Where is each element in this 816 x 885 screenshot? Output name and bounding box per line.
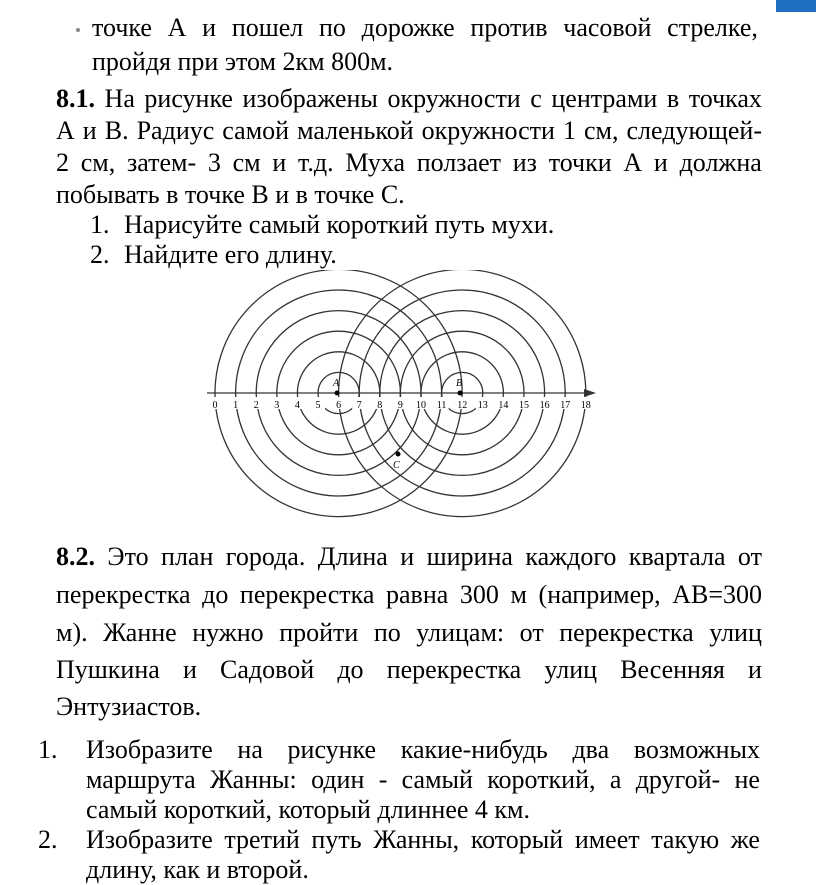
tick-label: 12: [457, 400, 468, 411]
label-b: B: [456, 378, 463, 389]
word: см,: [80, 148, 116, 177]
word: м: [510, 580, 527, 609]
word: а: [609, 765, 622, 794]
word: Весенняя: [620, 655, 725, 684]
label-c: C: [393, 460, 400, 471]
word: от: [737, 542, 762, 571]
bullet-dot: [76, 28, 80, 32]
word: 3: [207, 148, 221, 177]
task82-line-4: [56, 655, 762, 685]
task82-item-1-line-2: [86, 765, 760, 795]
top-line-2: пройдя при этом 2км 800м.: [92, 47, 394, 76]
task81-item-2-number: 2.: [90, 240, 110, 269]
word: который: [470, 825, 564, 854]
point-a-dot: [335, 391, 340, 396]
word: 2: [56, 148, 69, 177]
word: окружности: [421, 116, 555, 145]
word: маленькой: [297, 116, 414, 145]
word: центрами: [551, 84, 658, 113]
word: и: [82, 116, 97, 145]
word: А: [623, 148, 643, 177]
word: затем-: [126, 148, 197, 177]
word: в: [666, 84, 680, 113]
task82-item-1-line-1: [86, 735, 760, 765]
tick-label: 8: [377, 400, 383, 411]
word: другой-: [635, 765, 721, 794]
task81-item-1: Нарисуйте самый короткий путь мухи.: [124, 210, 555, 239]
word: А: [56, 116, 75, 145]
word: такую: [651, 825, 720, 854]
word: Длина: [317, 542, 388, 571]
word: -: [378, 765, 388, 794]
task81-line-3: [56, 148, 762, 178]
word: Жанны:: [210, 765, 297, 794]
tick-label: 14: [498, 400, 509, 411]
word: окружности: [387, 84, 521, 113]
word: каждого: [525, 542, 617, 571]
word: самой: [222, 116, 290, 145]
word: Муха: [345, 148, 406, 177]
word: Жанне: [103, 618, 177, 647]
word: не: [734, 765, 760, 794]
word: короткий,: [487, 765, 596, 794]
tick-label: 18: [580, 400, 591, 411]
top-line-1: [92, 13, 758, 43]
tick-label: 3: [274, 400, 280, 411]
tick-label: 7: [356, 400, 362, 411]
word: какие-нибудь: [400, 735, 548, 764]
word: улиц: [544, 655, 598, 684]
point-c-dot: [396, 452, 401, 457]
word: должна: [679, 148, 762, 177]
task82-line-2: [56, 580, 762, 610]
word: до: [202, 580, 229, 609]
word: Садовой: [220, 655, 315, 684]
tick-label: 13: [477, 400, 488, 411]
word: план: [161, 542, 214, 571]
task82-item-2-number: 2.: [38, 825, 58, 854]
blue-corner-bar: [776, 0, 816, 12]
word: изображены: [242, 84, 378, 113]
word: м).: [56, 618, 88, 647]
word: см: [232, 148, 261, 177]
word: перекрестка: [386, 655, 522, 684]
tick-label: 4: [294, 400, 300, 411]
word: Это: [107, 542, 149, 571]
word: и: [748, 655, 762, 684]
word: точках: [688, 84, 762, 113]
task82-item-2-line-2: длину, как и второй.: [86, 855, 309, 884]
word: два: [572, 735, 610, 764]
word: от: [519, 618, 544, 647]
word: нужно: [192, 618, 264, 647]
word: Изобразите: [86, 825, 213, 854]
word: и: [653, 148, 668, 177]
tick-label: 16: [539, 400, 550, 411]
label-a: A: [333, 378, 340, 389]
word: города.: [225, 542, 306, 571]
word: улиц: [709, 618, 762, 647]
word: см,: [583, 116, 619, 145]
tick-label: 11: [436, 400, 447, 411]
word: точки: [548, 148, 612, 177]
word: из: [512, 148, 537, 177]
word: с: [530, 84, 542, 113]
word: путь: [311, 825, 362, 854]
word: один: [311, 765, 365, 794]
tick-label: 6: [336, 400, 342, 411]
word: 300: [459, 580, 499, 609]
tick-label: 15: [519, 400, 529, 411]
word: улицам:: [416, 618, 505, 647]
word: дорожке: [361, 13, 455, 42]
tick-label: 5: [315, 400, 321, 411]
word: пройти: [279, 618, 359, 647]
word: по: [373, 618, 401, 647]
word: (например,: [538, 580, 661, 609]
task81-line-1: [56, 84, 762, 114]
tick-label: 0: [212, 400, 218, 411]
word: АВ=300: [672, 580, 762, 609]
word: часовой: [563, 13, 652, 42]
tick-label: 1: [233, 400, 239, 411]
word: перекрестка: [559, 618, 694, 647]
word: точке: [92, 13, 152, 42]
word: и: [400, 542, 415, 571]
task81-item-2: Найдите его длину.: [124, 240, 337, 269]
task81-line-2: [56, 116, 762, 146]
word: до: [337, 655, 364, 684]
word: же: [730, 825, 760, 854]
word: на: [237, 735, 263, 764]
word: Радиус: [136, 116, 215, 145]
word: маршрута: [86, 765, 196, 794]
word: рисунке: [287, 735, 377, 764]
tick-label: 9: [397, 400, 403, 411]
word: имеет: [574, 825, 640, 854]
word: Изобразите: [86, 735, 213, 764]
word: по: [318, 13, 346, 42]
word: На: [104, 84, 135, 113]
task82-number: 8.2.: [56, 542, 95, 571]
word: 1: [562, 116, 576, 145]
word: и: [272, 148, 287, 177]
word: равна: [386, 580, 449, 609]
task81-number: 8.1.: [56, 84, 95, 113]
word: и: [202, 13, 217, 42]
word: перекрестка: [56, 580, 191, 609]
word: следующей-: [626, 116, 762, 145]
task82-line-3: [56, 618, 762, 648]
task81-item-1-number: 1.: [90, 210, 110, 239]
circles-figure: [200, 270, 600, 540]
task82-line-5: Энтузиастов.: [56, 692, 202, 721]
task82-item-2-line-1: [86, 825, 760, 855]
word: стрелке,: [667, 13, 758, 42]
word: самый: [401, 765, 473, 794]
word: ширина: [426, 542, 513, 571]
word: пошел: [231, 13, 304, 42]
axis-ticks: [208, 397, 593, 411]
word: третий: [224, 825, 300, 854]
word: ползает: [416, 148, 502, 177]
word: возможных: [633, 735, 760, 764]
word: рисунке: [144, 84, 233, 113]
word: Жанны,: [373, 825, 460, 854]
task82-item-1-line-3: самый короткий, который длиннее 4 км.: [86, 795, 531, 824]
word: и: [182, 655, 197, 684]
word: Пушкина: [56, 655, 160, 684]
tick-label: 10: [416, 400, 426, 411]
tick-label: 2: [253, 400, 259, 411]
point-b-dot: [458, 391, 463, 396]
tick-label: 17: [560, 400, 571, 411]
task82-item-1-number: 1.: [38, 735, 58, 764]
word: перекрестка: [239, 580, 375, 609]
axis-arrow-icon: [584, 389, 596, 397]
word: квартала: [628, 542, 726, 571]
word: А: [167, 13, 187, 42]
word: против: [470, 13, 548, 42]
task81-line-4: побывать в точке В и в точке С.: [56, 180, 405, 209]
word: т.д.: [297, 148, 334, 177]
task82-line-1: [56, 542, 762, 572]
word: В.: [104, 116, 129, 145]
